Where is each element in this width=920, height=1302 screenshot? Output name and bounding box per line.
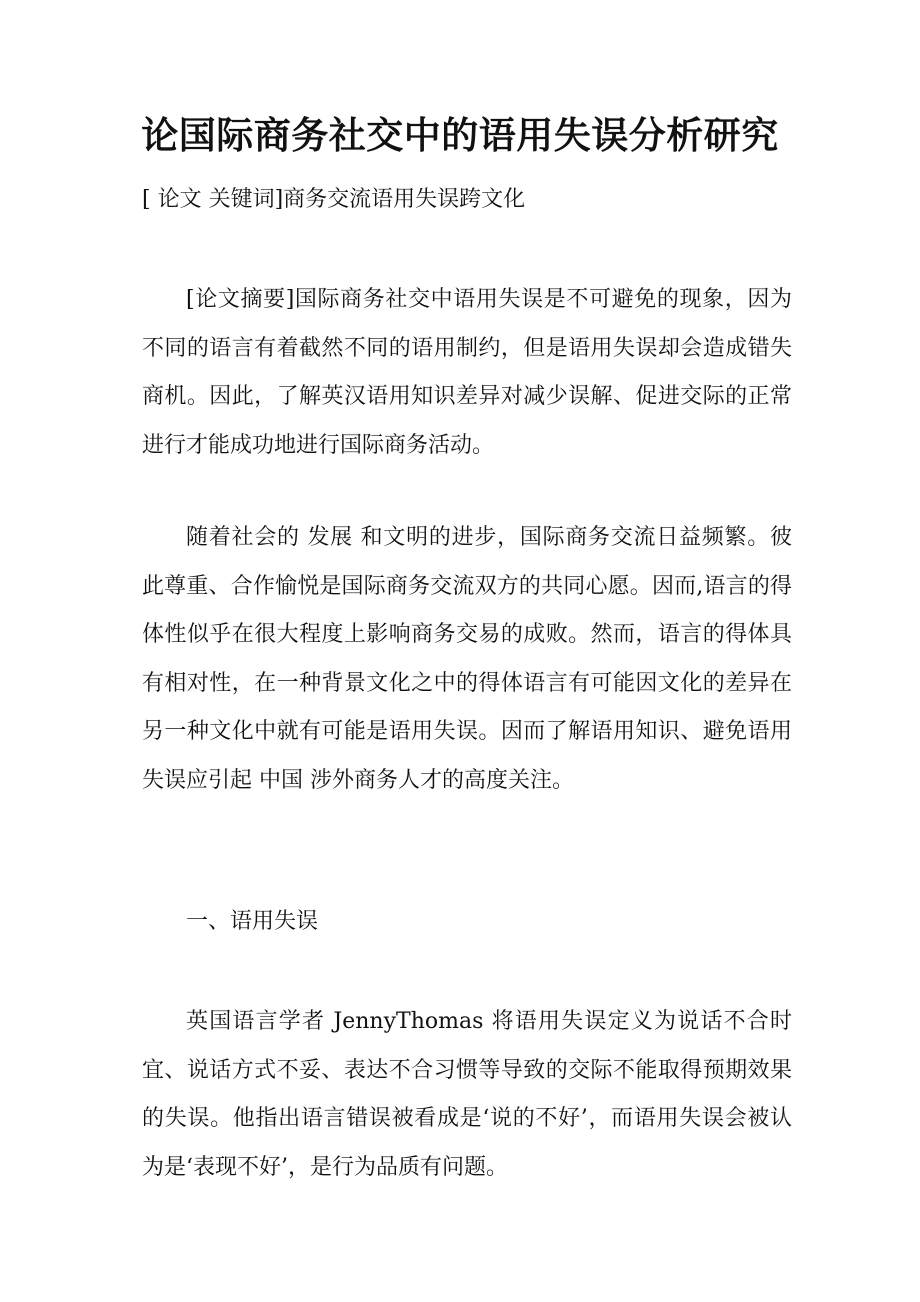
document-title: 论国际商务社交中的语用失误分析研究 bbox=[141, 114, 779, 157]
intro-paragraph: 随着社会的 发展 和文明的进步，国际商务交流日益频繁。彼此尊重、合作愉悦是国际商务交流双方的共同心愿。因而,语言的得体性似乎在很大程度上影响商务交易的成败。然而，语言的得体具有相对性，在一种背景文化之中的得体语言有可能因文化的差异在另一种文化中就有可能是语用失误。因而了解语用知识、避免语用失误应引起 中国 涉外商务人才的高度关注。 bbox=[142, 525, 792, 793]
body-paragraph: 英国语言学者 JennyThomas 将语用失误定义为说话不合时宜、说话方式不妥、表达不合习惯等导致的交际不能取得预期效果的失误。他指出语言错误被看成是‘说的不好’，而语用失误会被认为是‘表现不好’，是行为品质有问题。 bbox=[142, 1009, 792, 1180]
keywords-line: [ 论文 关键词]商务交流语用失误跨文化 bbox=[142, 187, 526, 212]
section-heading: 一、语用失误 bbox=[186, 909, 319, 934]
abstract-paragraph: [论文摘要]国际商务社交中语用失误是不可避免的现象，因为不同的语言有着截然不同的语用制约，但是语用失误却会造成错失商机。因此，了解英汉语用知识差异对减少误解、促进交际的正常进行才能成功地进行国际商务活动。 bbox=[142, 287, 792, 458]
